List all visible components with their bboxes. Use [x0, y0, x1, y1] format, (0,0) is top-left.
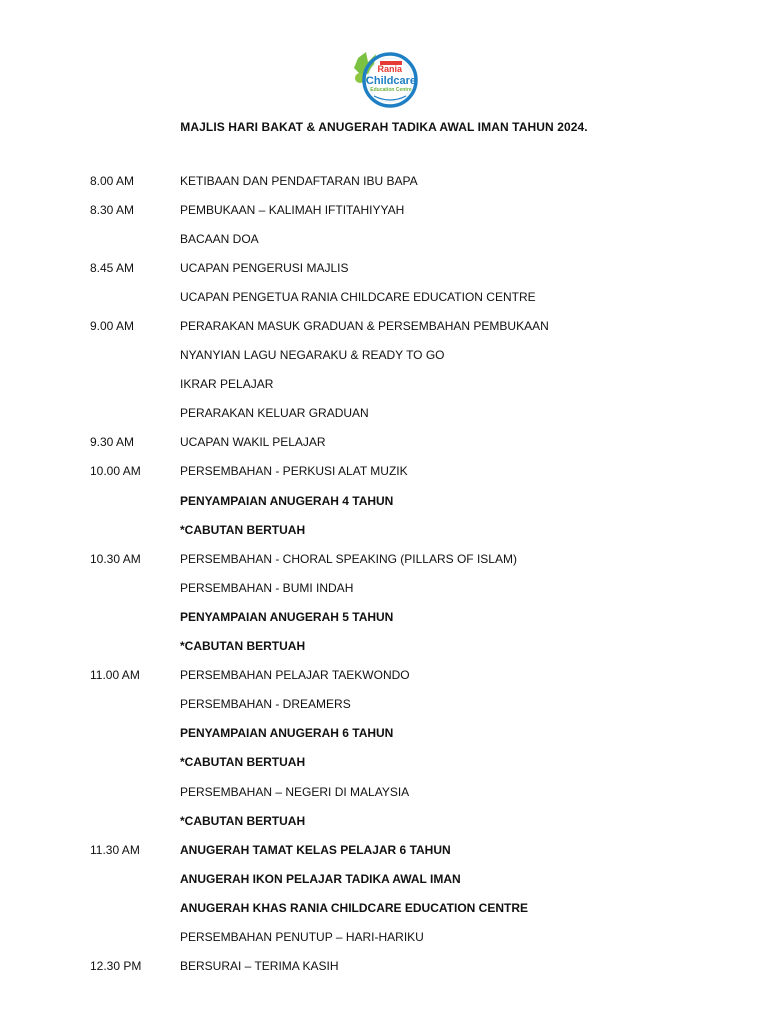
schedule-list [90, 166, 730, 981]
logo-top-text: Rania [377, 64, 402, 74]
schedule-time: 9.00 AM [90, 319, 135, 334]
schedule-time: 8.45 AM [90, 260, 135, 275]
schedule-item: IKRAR PELAJAR [180, 377, 274, 392]
schedule-item: UCAPAN PENGETUA RANIA CHILDCARE EDUCATION CENTRE [180, 289, 536, 304]
schedule-item: *CABUTAN BERTUAH [180, 639, 306, 654]
schedule-time: 10.30 AM [90, 551, 141, 566]
logo-graphic [350, 50, 420, 110]
schedule-time: 8.00 AM [90, 173, 135, 188]
schedule-row [90, 544, 730, 573]
schedule-item: BACAAN DOA [180, 231, 259, 246]
schedule-row [90, 399, 730, 428]
schedule-time: 11.00 AM [90, 668, 140, 683]
schedule-row [90, 195, 730, 224]
schedule-row [90, 864, 730, 893]
schedule-item: PERSEMBAHAN - DREAMERS [180, 697, 351, 712]
schedule-item: *CABUTAN BERTUAH [180, 755, 306, 770]
schedule-row [90, 661, 730, 690]
schedule-row [90, 690, 730, 719]
schedule-row [90, 632, 730, 661]
schedule-row [90, 457, 730, 486]
schedule-row [90, 515, 730, 544]
schedule-item: *CABUTAN BERTUAH [180, 522, 306, 537]
schedule-item: PENYAMPAIAN ANUGERAH 5 TAHUN [180, 609, 394, 624]
schedule-item: NYANYIAN LAGU NEGARAKU & READY TO GO [180, 348, 445, 363]
schedule-row [90, 602, 730, 631]
schedule-item: PERARAKAN KELUAR GRADUAN [180, 406, 369, 421]
schedule-row [90, 806, 730, 835]
page-title: MAJLIS HARI BAKAT & ANUGERAH TADIKA AWAL IMAN TAHUN 2024. [180, 120, 588, 134]
schedule-time: 9.30 AM [90, 435, 135, 450]
schedule-item: PERSEMBAHAN - CHORAL SPEAKING (PILLARS OF ISLAM) [180, 551, 517, 566]
schedule-item: *CABUTAN BERTUAH [180, 813, 306, 828]
schedule-item: PENYAMPAIAN ANUGERAH 6 TAHUN [180, 726, 394, 741]
schedule-row [90, 486, 730, 515]
schedule-row [90, 370, 730, 399]
schedule-item: ANUGERAH KHAS RANIA CHILDCARE EDUCATION CENTRE [180, 900, 528, 915]
schedule-time: 11.30 AM [90, 842, 140, 857]
schedule-item: PEMBUKAAN – KALIMAH IFTITAHIYYAH [180, 202, 405, 217]
schedule-row [90, 224, 730, 253]
schedule-row [90, 922, 730, 951]
schedule-item: PERSEMBAHAN PENUTUP – HARI-HARIKU [180, 929, 424, 944]
schedule-item: PERSEMBAHAN - BUMI INDAH [180, 580, 354, 595]
schedule-row [90, 428, 730, 457]
schedule-row [90, 893, 730, 922]
schedule-item: PERSEMBAHAN – NEGERI DI MALAYSIA [180, 784, 410, 799]
schedule-item: UCAPAN WAKIL PELAJAR [180, 435, 326, 450]
schedule-row [90, 835, 730, 864]
schedule-time: 8.30 AM [90, 202, 135, 217]
schedule-item: UCAPAN PENGERUSI MAJLIS [180, 260, 349, 275]
schedule-item: PERSEMBAHAN - PERKUSI ALAT MUZIK [180, 464, 408, 479]
schedule-row [90, 573, 730, 602]
schedule-time: 10.00 AM [90, 464, 141, 479]
logo-main-text: Childcare [365, 75, 417, 87]
schedule-row [90, 777, 730, 806]
schedule-item: PENYAMPAIAN ANUGERAH 4 TAHUN [180, 493, 394, 508]
schedule-row [90, 166, 730, 195]
schedule-item: ANUGERAH IKON PELAJAR TADIKA AWAL IMAN [180, 871, 461, 886]
logo-sub-text: Education Centre [370, 87, 412, 93]
schedule-row [90, 311, 730, 340]
schedule-item: BERSURAI – TERIMA KASIH [180, 959, 339, 974]
rania-childcare-logo [350, 50, 420, 110]
schedule-time: 12.30 PM [90, 959, 142, 974]
schedule-item: ANUGERAH TAMAT KELAS PELAJAR 6 TAHUN [180, 842, 451, 857]
schedule-row [90, 341, 730, 370]
schedule-row [90, 952, 730, 981]
schedule-item: PERARAKAN MASUK GRADUAN & PERSEMBAHAN PEMBUKAAN [180, 319, 549, 334]
schedule-row [90, 282, 730, 311]
schedule-row [90, 253, 730, 282]
schedule-row [90, 748, 730, 777]
schedule-item: PERSEMBAHAN PELAJAR TAEKWONDO [180, 668, 410, 683]
schedule-item: KETIBAAN DAN PENDAFTARAN IBU BAPA [180, 173, 418, 188]
schedule-row [90, 719, 730, 748]
